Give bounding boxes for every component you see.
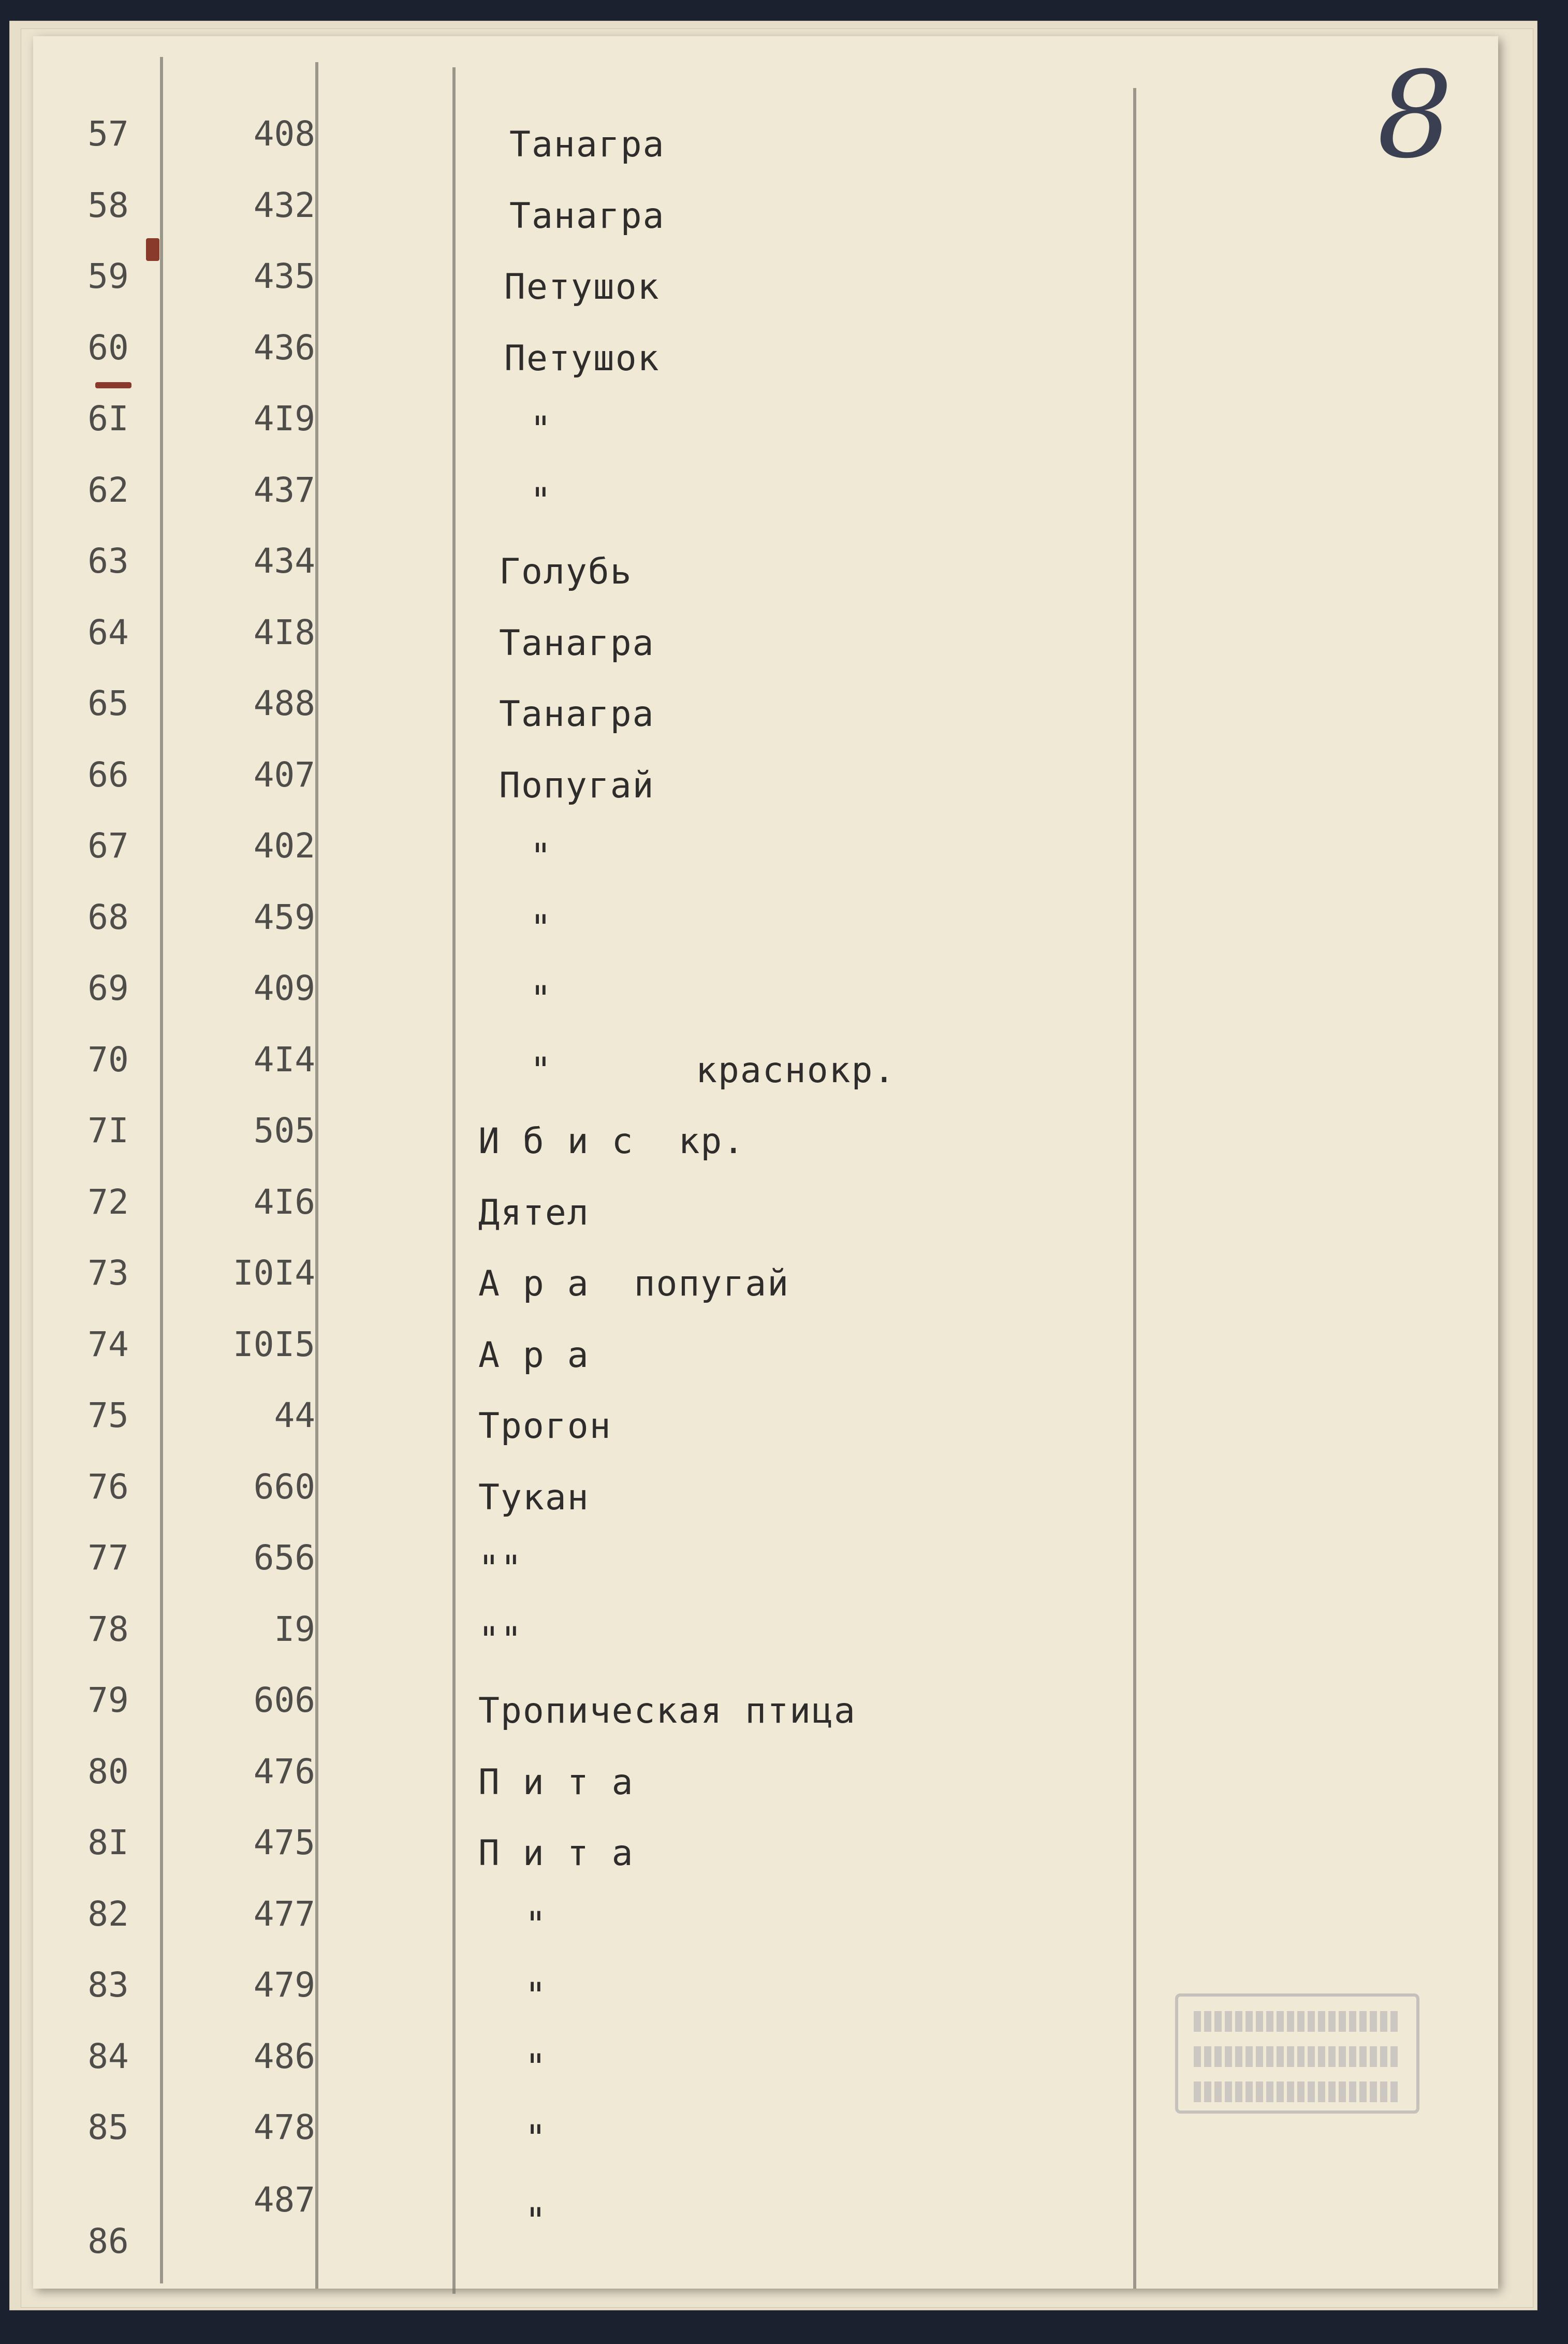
bird-name: Попугай [499, 765, 655, 806]
bird-name: " [530, 836, 552, 877]
inventory-number: I9 [274, 1609, 315, 1649]
inventory-number: 434 [253, 541, 315, 581]
inventory-number: 407 [253, 754, 315, 795]
row-number: 67 [87, 826, 129, 866]
row-number: 65 [87, 683, 129, 723]
table-row [33, 755, 1498, 817]
table-row [33, 1609, 1498, 1671]
bird-name: И б и с кр. [478, 1121, 745, 1162]
bird-name: Петушок [504, 267, 660, 308]
pin-mark-2 [95, 382, 131, 388]
bird-name: Голубь [499, 551, 633, 592]
row-number: 8I [87, 1823, 129, 1862]
bird-name: " [530, 979, 552, 1020]
row-number: 59 [87, 256, 129, 296]
bird-name: " [530, 409, 552, 450]
table-row [33, 683, 1498, 746]
table-row [33, 256, 1498, 318]
bird-name: Петушок [504, 338, 660, 379]
row-number: 69 [87, 968, 129, 1008]
row-number: 66 [87, 754, 129, 795]
page-number-mark: 8 [1377, 47, 1453, 185]
inventory-number: 437 [253, 470, 315, 510]
row-number: 7I [87, 1111, 129, 1151]
bird-name: " [530, 1050, 552, 1091]
inventory-number: 409 [253, 968, 315, 1008]
inventory-number: 656 [253, 1538, 315, 1578]
table-row [33, 114, 1498, 176]
table-row [33, 2180, 1498, 2261]
inventory-number: 4I4 [253, 1039, 315, 1080]
row-number: 86 [87, 2221, 129, 2261]
inventory-number: 4I8 [253, 612, 315, 652]
table-row [33, 470, 1498, 532]
row-number: 57 [87, 114, 129, 154]
row-number: 75 [87, 1395, 129, 1435]
bird-name: Танагра [509, 124, 665, 165]
table-row [33, 1111, 1498, 1173]
bird-name: " [530, 480, 552, 521]
bird-name: Тукан [478, 1477, 590, 1518]
inventory-number: 44 [274, 1395, 315, 1435]
table-row [33, 1894, 1498, 1956]
bird-name: " [525, 1975, 547, 2016]
table-row [33, 826, 1498, 888]
table-row [33, 968, 1498, 1030]
inventory-number: 432 [253, 185, 315, 225]
inventory-number: 505 [253, 1111, 315, 1151]
row-number: 62 [87, 470, 129, 510]
table-row [33, 2107, 1498, 2170]
table-row [33, 1253, 1498, 1315]
table-row [33, 1040, 1498, 1102]
bird-name: Трогон [478, 1406, 612, 1447]
inventory-number: 475 [253, 1823, 315, 1862]
inventory-number: 606 [253, 1680, 315, 1720]
table-row [33, 1395, 1498, 1458]
row-number: 74 [87, 1324, 129, 1364]
row-number: 84 [87, 2036, 129, 2076]
bird-name: А р а попугай [478, 1263, 790, 1304]
inventory-number: 487 [253, 2180, 315, 2220]
inventory-number: 402 [253, 826, 315, 866]
row-number: 79 [87, 1680, 129, 1720]
table-row [33, 541, 1498, 603]
inventory-number: 479 [253, 1965, 315, 2005]
bird-name: Танагра [499, 694, 655, 735]
table-row [33, 1182, 1498, 1244]
bird-name: Танагра [509, 195, 665, 237]
table-row [33, 328, 1498, 390]
archive-stamp [1175, 1993, 1419, 2114]
table-row [33, 185, 1498, 247]
table-row [33, 613, 1498, 675]
bird-name: " [525, 1904, 547, 1945]
bird-name: " [525, 2046, 547, 2088]
table-row [33, 399, 1498, 461]
bird-name: " [530, 907, 552, 949]
row-number: 58 [87, 185, 129, 225]
inventory-number: 660 [253, 1466, 315, 1507]
inventory-number: I0I5 [233, 1324, 315, 1364]
table-row [33, 1823, 1498, 1885]
bird-name: " [525, 2118, 547, 2159]
inventory-number: 459 [253, 897, 315, 937]
inventory-number: 4I6 [253, 1182, 315, 1222]
inventory-number: 486 [253, 2036, 315, 2076]
row-number: 72 [87, 1182, 129, 1222]
bird-name: Дятел [478, 1192, 590, 1233]
table-row [33, 1467, 1498, 1529]
inventory-number: 476 [253, 1751, 315, 1792]
table-row [33, 1680, 1498, 1742]
row-number: 70 [87, 1039, 129, 1080]
bird-name: П и т а [478, 1761, 634, 1803]
row-number: 73 [87, 1253, 129, 1293]
inventory-number: 4I9 [253, 399, 315, 439]
table-row [33, 1324, 1498, 1387]
bird-name: А р а [478, 1334, 590, 1376]
bird-name: Танагра [499, 622, 655, 664]
row-number: 76 [87, 1466, 129, 1507]
ledger-page [33, 36, 1498, 2289]
row-number: 64 [87, 612, 129, 652]
inventory-number: 478 [253, 2107, 315, 2147]
bird-name: Тропическая птица [478, 1691, 856, 1731]
row-number: 6I [87, 399, 129, 439]
table-row [33, 897, 1498, 959]
bird-name: " [525, 2201, 547, 2241]
row-number: 83 [87, 1965, 129, 2005]
bird-name: "" [478, 1548, 523, 1589]
inventory-number: I0I4 [233, 1253, 315, 1293]
row-number: 82 [87, 1894, 129, 1934]
inventory-number: 436 [253, 327, 315, 368]
inventory-number: 408 [253, 114, 315, 154]
row-number: 77 [87, 1538, 129, 1578]
bird-name: П и т а [478, 1833, 634, 1874]
inventory-number: 477 [253, 1894, 315, 1934]
row-number: 80 [87, 1751, 129, 1792]
row-number: 85 [87, 2107, 129, 2147]
row-number: 60 [87, 327, 129, 368]
pin-mark [146, 238, 159, 261]
bird-note: краснокр. [696, 1050, 896, 1091]
inventory-number: 488 [253, 683, 315, 723]
row-number: 78 [87, 1609, 129, 1649]
bird-name: "" [478, 1619, 523, 1661]
table-row [33, 1538, 1498, 1600]
inventory-number: 435 [253, 256, 315, 296]
row-number: 63 [87, 541, 129, 581]
table-row [33, 1752, 1498, 1814]
row-number: 68 [87, 897, 129, 937]
